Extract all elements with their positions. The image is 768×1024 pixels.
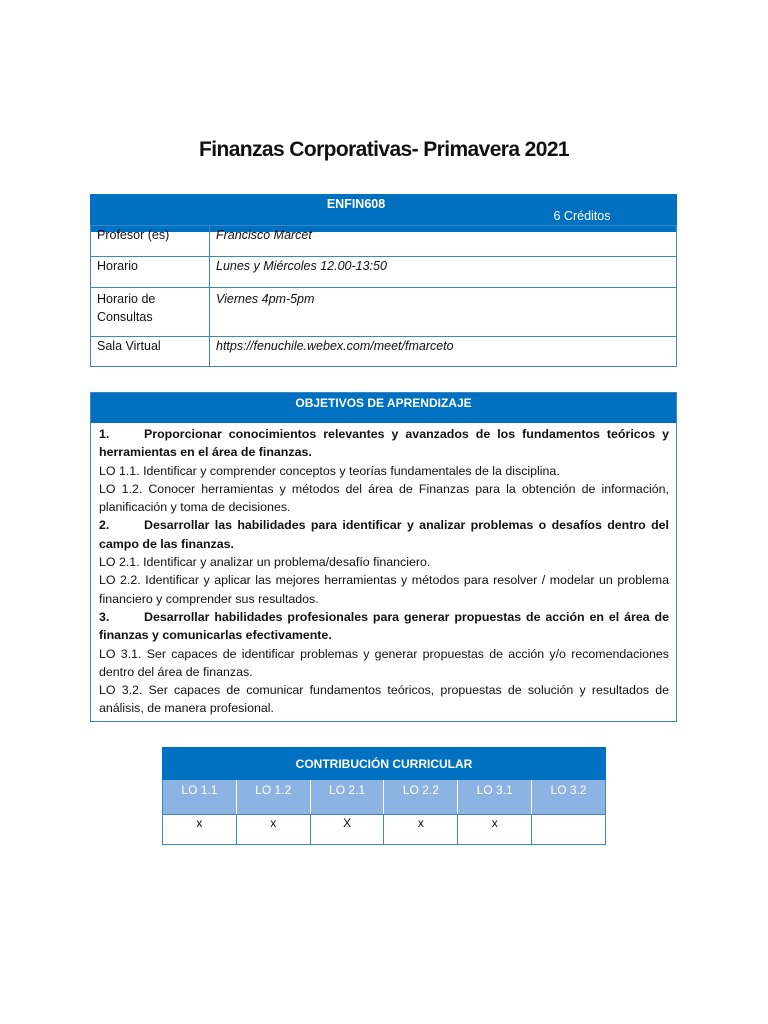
info-row-consultas bbox=[91, 288, 677, 337]
goal-number: 2. bbox=[99, 518, 110, 533]
contribution-header: CONTRIBUCIÓN CURRICULAR bbox=[163, 748, 606, 780]
info-row-sala-virtual bbox=[91, 337, 677, 367]
learning-outcome: LO 3.1. Ser capaces de identificar problemas y generar propuestas de acción y/o recomendaciones dentro del área de finanzas. bbox=[99, 646, 669, 679]
info-label: Horario bbox=[91, 257, 210, 288]
learning-outcome: LO 2.1. Identificar y analizar un problema/desafío financiero. bbox=[99, 555, 431, 570]
column-header: LO 3.1 bbox=[458, 780, 532, 815]
goal-text: Desarrollar las habilidades para identificar y analizar problemas o desafíos dentro del campo de las finanzas. bbox=[99, 518, 669, 551]
course-code: ENFIN608 bbox=[91, 195, 488, 232]
contribution-mark: x bbox=[236, 815, 310, 845]
info-label: Sala Virtual bbox=[91, 337, 210, 367]
objectives-header: OBJETIVOS DE APRENDIZAJE bbox=[91, 393, 676, 423]
contribution-mark: X bbox=[310, 815, 384, 845]
learning-outcome: LO 2.2. Identificar y aplicar las mejores herramientas y métodos para resolver / modelar un problema financiero y comprender sus resultados. bbox=[99, 573, 669, 606]
info-label: Profesor (es) bbox=[91, 226, 210, 257]
column-header: LO 2.2 bbox=[384, 780, 458, 815]
info-value: Francisco Marcet bbox=[210, 226, 677, 257]
info-value: Lunes y Miércoles 12.00-13:50 bbox=[210, 257, 677, 288]
info-row-profesor bbox=[91, 226, 677, 257]
contribution-mark: x bbox=[458, 815, 532, 845]
contribution-mark: x bbox=[163, 815, 237, 845]
goal-number: 3. bbox=[99, 609, 110, 624]
document-title: Finanzas Corporativas- Primavera 2021 bbox=[199, 138, 569, 161]
goal-text: Desarrollar habilidades profesionales para generar propuestas de acción en el área de finanzas y comunicarlas efectivamente. bbox=[99, 609, 669, 643]
course-info-body bbox=[90, 225, 677, 367]
objective-goal-3 bbox=[99, 608, 669, 645]
course-credits: 6 Créditos bbox=[488, 195, 677, 232]
objective-goal-1 bbox=[99, 425, 669, 462]
learning-outcome: LO 1.2. Conocer herramientas y métodos del área de Finanzas para la obtención de información, planificación y toma de decisiones. bbox=[99, 481, 669, 515]
goal-text: Proporcionar conocimientos relevantes y avanzados de los fundamentos teóricos y herramientas en el área de finanzas. bbox=[99, 427, 669, 460]
info-value: Viernes 4pm-5pm bbox=[210, 288, 677, 337]
column-header: LO 3.2 bbox=[532, 780, 606, 815]
contribution-columns-row bbox=[163, 780, 606, 815]
goal-number: 1. bbox=[99, 427, 110, 441]
objective-goal-2 bbox=[99, 516, 669, 553]
contribution-mark bbox=[532, 815, 606, 845]
learning-outcome: LO 1.1. Identificar y comprender conceptos y teorías fundamentales de la disciplina. bbox=[99, 463, 560, 478]
curricular-contribution-table bbox=[162, 747, 606, 845]
column-header: LO 1.2 bbox=[236, 780, 310, 815]
contribution-mark: x bbox=[384, 815, 458, 845]
column-header: LO 1.1 bbox=[163, 780, 237, 815]
contribution-header-row bbox=[163, 748, 606, 780]
learning-objectives-box bbox=[90, 392, 677, 722]
info-label: Horario de Consultas bbox=[91, 288, 210, 337]
info-row-horario bbox=[91, 257, 677, 288]
objectives-body bbox=[91, 423, 676, 721]
learning-outcome: LO 3.2. Ser capaces de comunicar fundamentos teóricos, propuestas de solución y resultados de análisis, de manera profesional. bbox=[99, 683, 669, 716]
contribution-marks-row bbox=[163, 815, 606, 845]
column-header: LO 2.1 bbox=[310, 780, 384, 815]
virtual-room-link[interactable]: https://fenuchile.webex.com/meet/fmarceto bbox=[210, 337, 677, 367]
